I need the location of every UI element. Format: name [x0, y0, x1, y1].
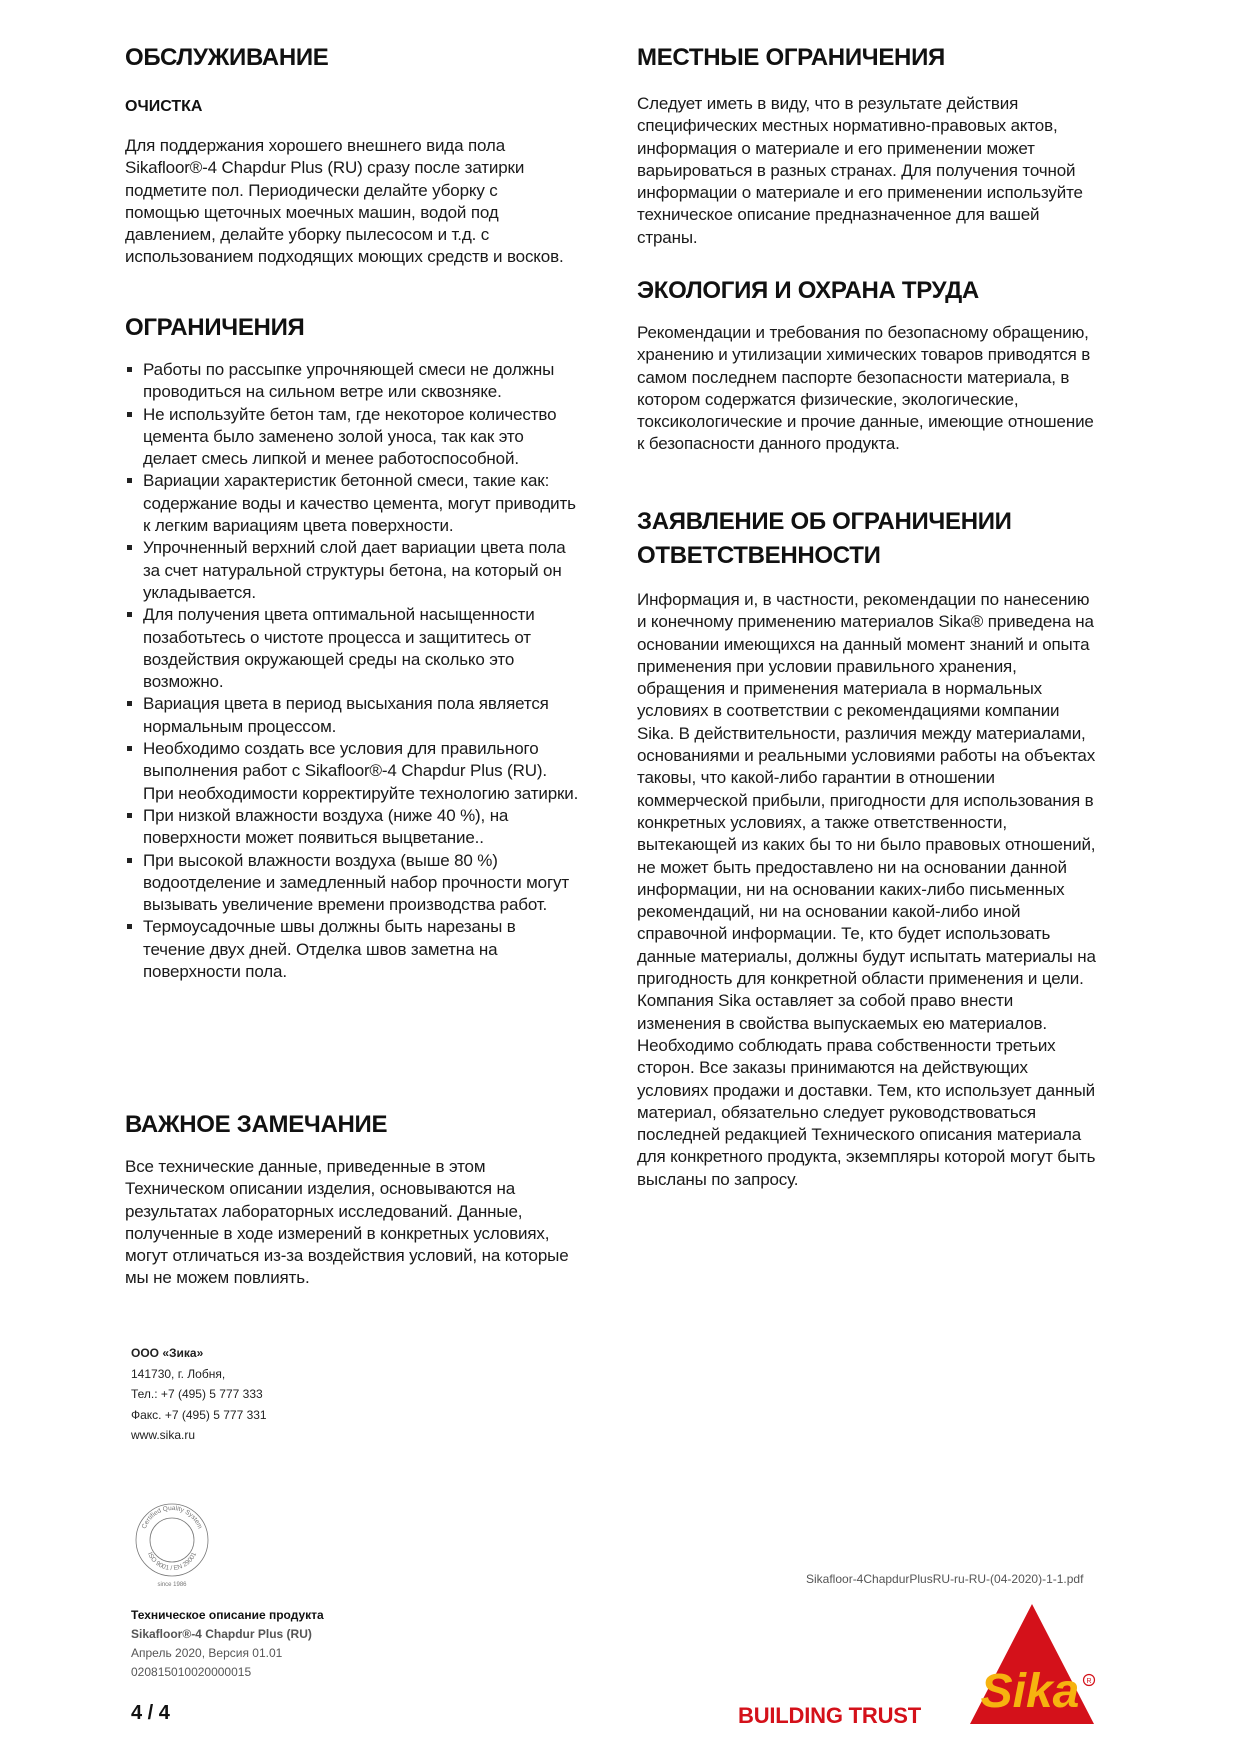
- sika-logo-icon: [962, 1602, 1102, 1727]
- company-name: ООО «Зика»: [131, 1346, 204, 1360]
- company-address: 141730, г. Лобня,: [131, 1366, 226, 1381]
- list-item: При высокой влажности воздуха (выше 80 %) водоотделение и замедленный набор прочности могут вызывать увеличение времени производства работ.: [125, 850, 580, 917]
- local-restrictions-text: Следует иметь в виду, что в результате действия специфических местных нормативно-правовых актов, информация о материале и его применении может варьироваться в разных странах. Для получения точной информации о материале и его применении используйте техническое описание предназначенное для вашей страны.: [637, 94, 1083, 247]
- bullet-icon: [127, 478, 132, 483]
- svg-text:R: R: [1086, 1678, 1092, 1685]
- bullet-icon: [127, 746, 132, 751]
- limitations-heading: ОГРАНИЧЕНИЯ: [125, 314, 305, 341]
- ecology-heading: ЭКОЛОГИЯ И ОХРАНА ТРУДА: [637, 277, 979, 304]
- cleaning-subheading: ОЧИСТКА: [125, 98, 203, 115]
- svg-text:ISO 9001 / EN 29001: ISO 9001 / EN 29001: [145, 1551, 199, 1573]
- disclaimer-heading: ЗАЯВЛЕНИЕ ОБ ОГРАНИЧЕНИИ ОТВЕТСТВЕННОСТИ: [637, 508, 1012, 569]
- list-item: Работы по рассыпке упрочняющей смеси не должны проводиться на сильном ветре или сквозняке.: [125, 359, 580, 404]
- bullet-icon: [127, 813, 132, 818]
- bullet-icon: [127, 924, 132, 929]
- cleaning-text: Для поддержания хорошего внешнего вида пола Sikafloor®-4 Chapdur Plus (RU) сразу после затирки подметите пол. Периодически делайте уборку с помощью щеточных моечных машин, водой под давлением, делайте уборку пылесосом и т.д. с использованием подходящих моющих средств и восков.: [125, 136, 564, 267]
- important-note-heading: ВАЖНОЕ ЗАМЕЧАНИЕ: [125, 1111, 388, 1138]
- document-type: Техническое описание продукта: [131, 1608, 324, 1622]
- file-name: Sikafloor-4ChapdurPlusRU-ru-RU-(04-2020)-1-1.pdf: [806, 1572, 1084, 1586]
- important-note-text: Все технические данные, приведенные в этом Техническом описании изделия, основываются на результатах лабораторных исследований. Данные, полученные в ходе измерений в конкретных условиях, могут отличаться из-за воздействия условий, на которые мы не можем повлиять.: [125, 1157, 569, 1288]
- version-info: Апрель 2020, Версия 01.01: [131, 1646, 283, 1660]
- local-restrictions-heading: МЕСТНЫЕ ОГРАНИЧЕНИЯ: [637, 44, 945, 71]
- list-item: Термоусадочные швы должны быть нарезаны в течение двух дней. Отделка швов заметна на поверхности пола.: [125, 916, 580, 983]
- ecology-section: [637, 274, 1117, 456]
- list-item: Необходимо создать все условия для правильного выполнения работ с Sikafloor®-4 Chapdur Plus (RU). При необходимости корректируйте технологию затирки.: [125, 738, 580, 805]
- page-number: 4 / 4: [131, 1702, 170, 1724]
- disclaimer-text: Информация и, в частности, рекомендации по нанесению и конечному применению материалов Sika® приведена на основании имеющихся на данный момент знаний и опыта применения при условии правильного хранения, обращения и применения материала в нормальных условиях в соответствии с рекомендациями компании Sika. В действительности, различия между материалами, основаниями и реальными условиями работы на объектах таковы, что какой-либо гарантии в отношении коммерческой прибыли, пригодности для использования в конкретных условиях, а также ответственности, вытекающей из каких бы то ни было правовых отношений, не может быть предоставлено ни на основании данной информации, ни на основании каких-либо письменных рекомендаций, ни на основании какой-либо иной справочной информации. Те, кто будет использовать данные материалы, должны будут испытать материалы на пригодность для конкретной области применения и цели. Компания Sika оставляет за собой право внести изменения в свойства выпускаемых ею материалов. Необходимо соблюдать права собственности третьих сторон. Все заказы принимаются на действующих условиях продажи и доставки. Тем, кто использует данный материал, обязательно следует руководствоваться последней редакцией Технического описания материала для конкретного продукта, экземпляры которой могут быть высланы по запросу.: [637, 590, 1096, 1189]
- svg-text:Sika: Sika: [980, 1665, 1080, 1718]
- bullet-icon: [127, 545, 132, 550]
- maintenance-section: [125, 41, 595, 269]
- list-item: Упрочненный верхний слой дает вариации цвета пола за счет натуральной структуры бетона, на который он укладывается.: [125, 537, 580, 604]
- bullet-icon: [127, 412, 132, 417]
- list-item: Не используйте бетон там, где некоторое количество цемента было заменено золой уноса, так как это делает смесь липкой и менее работоспособной.: [125, 404, 580, 471]
- company-phone: Тел.: +7 (495) 5 777 333: [131, 1387, 263, 1401]
- product-info-block: [131, 1606, 324, 1682]
- product-code: 020815010020000015: [131, 1665, 252, 1679]
- product-name: Sikafloor®-4 Chapdur Plus (RU): [131, 1627, 312, 1641]
- iso-certification-seal-icon: [132, 1500, 212, 1590]
- svg-text:since 1986: since 1986: [157, 1582, 187, 1588]
- maintenance-heading: ОБСЛУЖИВАНИЕ: [125, 44, 329, 71]
- tagline: BUILDING TRUST: [738, 1703, 921, 1728]
- bullet-icon: [127, 858, 132, 863]
- company-fax: Факс. +7 (495) 5 777 331: [131, 1407, 267, 1422]
- list-item: Вариации характеристик бетонной смеси, такие как: содержание воды и качество цемента, могут приводить к легким вариациям цвета поверхности.: [125, 470, 580, 537]
- bullet-icon: [127, 701, 132, 706]
- list-item: Вариация цвета в период высыхания пола является нормальным процессом.: [125, 693, 580, 738]
- bullet-icon: [127, 367, 132, 372]
- limitations-list: [125, 359, 580, 983]
- limitations-section: [125, 311, 595, 983]
- contact-block: [131, 1343, 267, 1446]
- local-restrictions-section: [637, 41, 1117, 249]
- bullet-icon: [127, 612, 132, 617]
- svg-text:Certified Quality System: Certified Quality System: [140, 1504, 204, 1530]
- disclaimer-section: [637, 505, 1117, 1191]
- ecology-text: Рекомендации и требования по безопасному обращению, хранению и утилизации химических товаров приводятся в самом последнем паспорте безопасности материала, в котором содержатся физические, экологические, токсикологические и прочие данные, имеющие отношение к безопасности данного продукта.: [637, 323, 1094, 454]
- company-website[interactable]: www.sika.ru: [131, 1428, 196, 1442]
- list-item: Для получения цвета оптимальной насыщенности позаботьтесь о чистоте процесса и защититесь от воздействия окружающей среды на сколько это возможно.: [125, 604, 580, 693]
- important-note-section: [125, 1108, 595, 1290]
- list-item: При низкой влажности воздуха (ниже 40 %), на поверхности может появиться выцветание..: [125, 805, 580, 850]
